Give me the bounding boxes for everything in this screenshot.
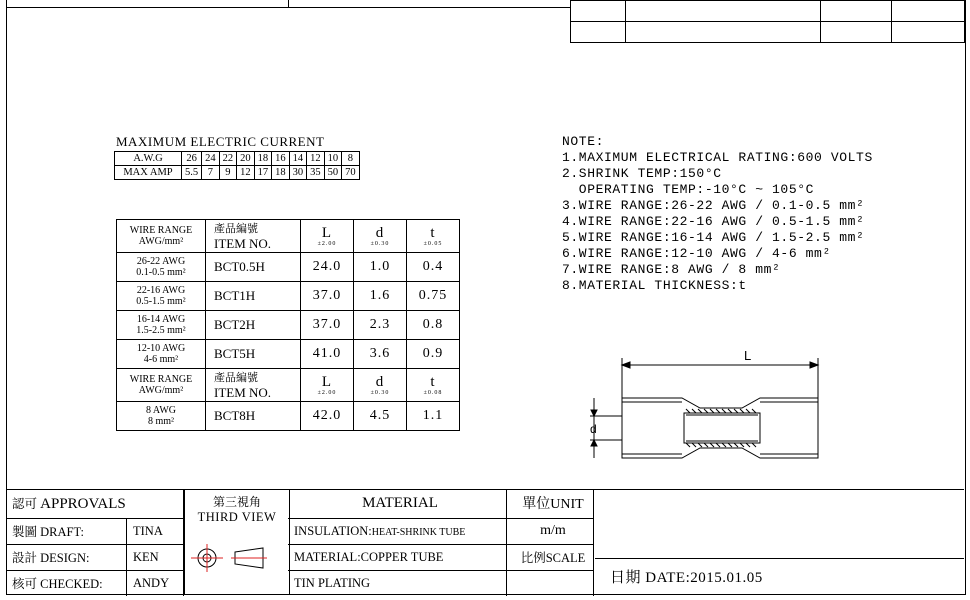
plating: TIN PLATING xyxy=(288,570,507,596)
approvals-table xyxy=(6,489,184,596)
top-rule xyxy=(6,7,570,8)
note-line: 5.WIRE RANGE:16-14 AWG / 1.5-2.5 mm² xyxy=(562,230,865,245)
approvals-cn: 認可 xyxy=(12,496,38,511)
note-line: 2.SHRINK TEMP:150°C xyxy=(562,166,722,181)
t-header: t xyxy=(430,373,436,390)
date-cn: 日期 xyxy=(610,570,642,586)
t-value: 0.4 xyxy=(407,253,460,282)
awg-cell: 20 xyxy=(237,152,255,166)
material-title: MATERIAL xyxy=(288,489,507,518)
wire-range-table xyxy=(116,219,460,431)
note-line: OPERATING TEMP:-10°C ~ 105°C xyxy=(562,182,815,197)
awg-cell: 18 xyxy=(254,152,272,166)
draft-name: TINA xyxy=(127,518,184,544)
table-header-row xyxy=(117,369,460,402)
L-header: L xyxy=(321,373,333,390)
insulation-value: HEAT-SHRINK TUBE xyxy=(371,526,466,538)
item-no: BCT0.5H xyxy=(206,253,301,282)
awg-cell: 8 xyxy=(342,152,360,166)
projection-view xyxy=(184,489,290,594)
approvals-title: APPROVALS xyxy=(40,495,126,512)
table-row xyxy=(117,311,460,340)
date-rule xyxy=(595,558,964,559)
L-value: 24.0 xyxy=(301,253,354,282)
t-value: 0.9 xyxy=(407,340,460,369)
material-table xyxy=(288,489,594,596)
t-value: 0.75 xyxy=(407,282,460,311)
checked-label: CHECKED: xyxy=(40,577,103,591)
d-header: d xyxy=(375,224,385,241)
note-line: 6.WIRE RANGE:12-10 AWG / 4-6 mm² xyxy=(562,246,831,261)
L-value: 37.0 xyxy=(301,282,354,311)
wire-range-header: WIRE RANGE xyxy=(129,225,193,236)
unit-label: UNIT xyxy=(550,497,584,513)
note-line: 4.WIRE RANGE:22-16 AWG / 0.5-1.5 mm² xyxy=(562,214,865,229)
L-tolerance: ±2.00 xyxy=(317,389,337,396)
L-value: 42.0 xyxy=(301,402,354,431)
view-cn: 第三視角 xyxy=(212,495,261,509)
d-value: 4.5 xyxy=(354,402,407,431)
note-line: 1.MAXIMUM ELECTRICAL RATING:600 VOLTS xyxy=(562,150,873,165)
table-header-row xyxy=(117,220,460,253)
dim-L-label: L xyxy=(744,348,752,363)
awg-cell: 26 xyxy=(182,152,202,166)
max-current-table xyxy=(114,151,360,180)
date-label: DATE: xyxy=(645,570,691,586)
awg-cell: 24 xyxy=(202,152,220,166)
note-line: 8.MATERIAL THICKNESS:t xyxy=(562,278,747,293)
amp-cell: 5.5 xyxy=(182,166,202,180)
awg-cell: 10 xyxy=(324,152,342,166)
material-line: MATERIAL:COPPER TUBE xyxy=(288,544,507,570)
awg-cell: 16 xyxy=(272,152,290,166)
draft-cn: 製圖 xyxy=(12,525,38,539)
d-tolerance: ±0.30 xyxy=(370,240,390,247)
awg-range: 12-10 AWG xyxy=(136,343,186,354)
amp-row xyxy=(115,166,360,180)
d-value: 2.3 xyxy=(354,311,407,340)
table-row xyxy=(117,340,460,369)
amp-cell: 12 xyxy=(237,166,255,180)
notes-block xyxy=(562,134,873,294)
mm-range: 4-6 mm² xyxy=(143,354,179,365)
scale-cn: 比例 xyxy=(520,551,546,565)
awg-cell: 12 xyxy=(307,152,325,166)
notes-title: NOTE: xyxy=(562,134,605,149)
L-value: 37.0 xyxy=(301,311,354,340)
awg-range: 22-16 AWG xyxy=(136,285,186,296)
item-no-header: ITEM NO. xyxy=(214,236,272,251)
t-tolerance: ±0.08 xyxy=(423,389,443,396)
dim-d-label: d xyxy=(590,422,597,436)
t-value: 1.1 xyxy=(407,402,460,431)
unit-value: m/m xyxy=(507,518,594,544)
item-no: BCT2H xyxy=(206,311,301,340)
d-value: 1.6 xyxy=(354,282,407,311)
mm-range: 8 mm² xyxy=(147,416,175,427)
third-angle-projection-icon xyxy=(187,534,287,584)
mm-range: 0.1-0.5 mm² xyxy=(136,267,186,278)
amp-cell: 7 xyxy=(202,166,220,180)
t-tolerance: ±0.05 xyxy=(423,240,443,247)
amp-cell: 30 xyxy=(289,166,307,180)
max-current-title: MAXIMUM ELECTRIC CURRENT xyxy=(116,134,325,149)
item-no: BCT1H xyxy=(206,282,301,311)
L-tolerance: ±2.00 xyxy=(317,240,337,247)
note-line: 3.WIRE RANGE:26-22 AWG / 0.1-0.5 mm² xyxy=(562,198,865,213)
table-row xyxy=(117,282,460,311)
d-tolerance: ±0.30 xyxy=(370,389,390,396)
checked-cn: 核可 xyxy=(12,577,38,591)
L-header: L xyxy=(321,224,333,241)
amp-cell: 18 xyxy=(272,166,290,180)
draft-label: DRAFT: xyxy=(40,525,84,539)
wire-range-header: WIRE RANGE xyxy=(129,374,193,385)
amp-label: MAX AMP xyxy=(115,166,182,180)
amp-cell: 17 xyxy=(254,166,272,180)
checked-name: ANDY xyxy=(127,570,184,596)
design-cn: 設計 xyxy=(12,551,38,565)
revision-table xyxy=(570,0,965,43)
design-label: DESIGN: xyxy=(40,551,90,565)
awg-label: A.W.G xyxy=(115,152,182,166)
item-cn-header: 產品編號 xyxy=(214,223,258,235)
unit-cn: 單位 xyxy=(522,497,551,513)
amp-cell: 35 xyxy=(307,166,325,180)
L-value: 41.0 xyxy=(301,340,354,369)
awg-row xyxy=(115,152,360,166)
amp-cell: 9 xyxy=(219,166,237,180)
awg-cell: 14 xyxy=(289,152,307,166)
view-en: THIRD VIEW xyxy=(197,510,277,524)
note-line: 7.WIRE RANGE:8 AWG / 8 mm² xyxy=(562,262,781,277)
table-row xyxy=(117,253,460,282)
insulation-label: INSULATION: xyxy=(294,523,372,538)
wire-range-unit: AWG/mm² xyxy=(138,236,184,247)
awg-range: 16-14 AWG xyxy=(136,314,186,325)
mm-range: 1.5-2.5 mm² xyxy=(136,325,186,336)
mm-range: 0.5-1.5 mm² xyxy=(136,296,186,307)
date-value: 2015.01.05 xyxy=(690,570,763,586)
butt-connector-drawing xyxy=(580,340,900,470)
item-cn-header: 產品編號 xyxy=(214,372,258,384)
item-no-header: ITEM NO. xyxy=(214,385,272,400)
amp-cell: 50 xyxy=(324,166,342,180)
table-row xyxy=(117,402,460,431)
t-header: t xyxy=(430,224,436,241)
item-no: BCT5H xyxy=(206,340,301,369)
d-value: 1.0 xyxy=(354,253,407,282)
t-value: 0.8 xyxy=(407,311,460,340)
d-header: d xyxy=(375,373,385,390)
date-block xyxy=(610,566,763,587)
awg-cell: 22 xyxy=(219,152,237,166)
d-value: 3.6 xyxy=(354,340,407,369)
design-name: KEN xyxy=(127,544,184,570)
item-no: BCT8H xyxy=(206,402,301,431)
wire-range-unit: AWG/mm² xyxy=(138,385,184,396)
scale-label: SCALE xyxy=(545,551,586,565)
amp-cell: 70 xyxy=(342,166,360,180)
awg-range: 26-22 AWG xyxy=(136,256,186,267)
awg-range: 8 AWG xyxy=(145,405,177,416)
